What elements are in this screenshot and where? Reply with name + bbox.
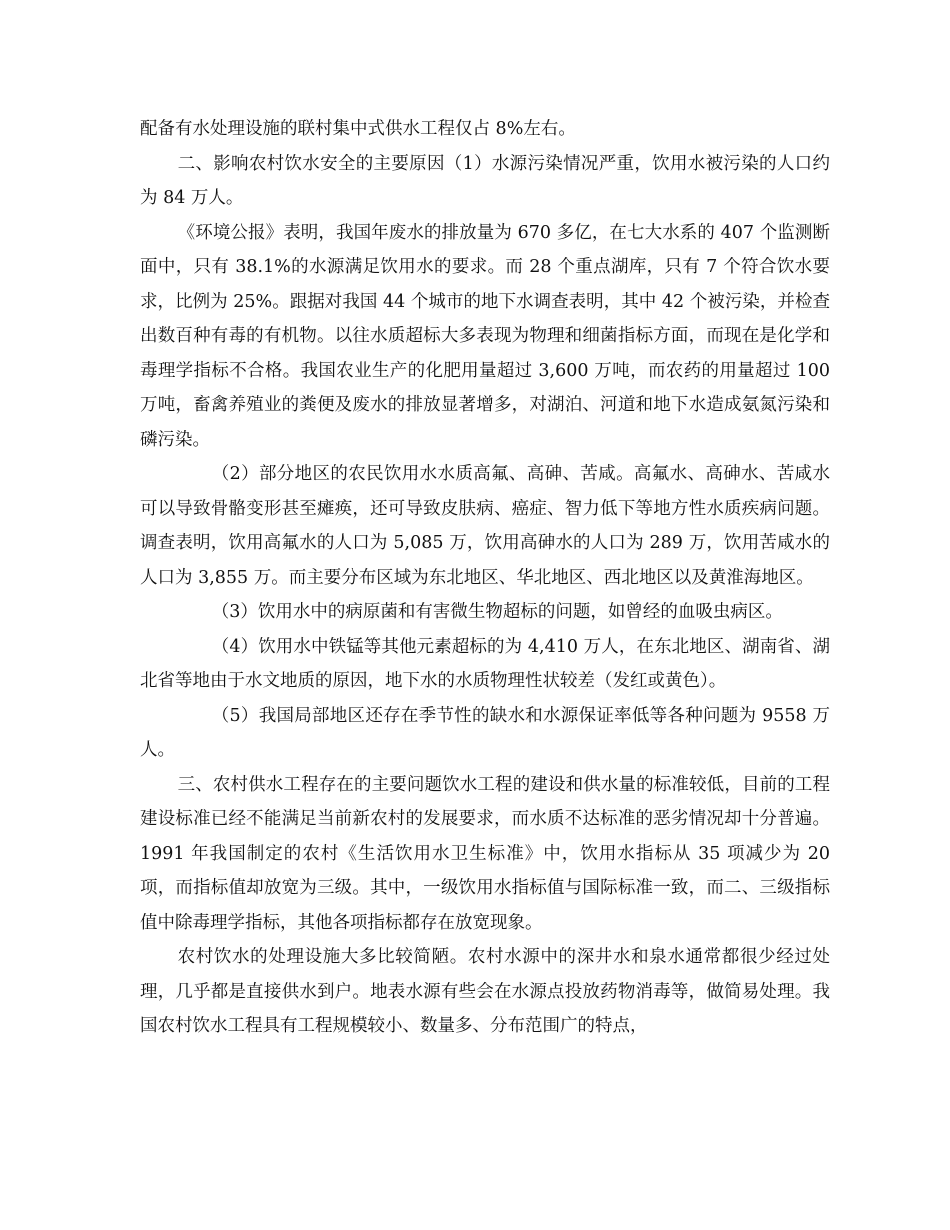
- paragraph-item-2: （2）部分地区的农民饮用水水质高氟、高砷、苦咸。高氟水、高砷水、苦咸水可以导致骨骼变形甚至瘫痪，还可导致皮肤病、癌症、智力低下等地方性水质疾病问题。调查表明，饮用高氟水的人口为 5,085 万，饮用高砷水的人口为 289 万，饮用苦咸水的人口为 3,855 万。而主要分布区域为东北地区、华北地区、西北地区以及黄淮海地区。: [140, 464, 830, 588]
- paragraph-section-two-heading: 二、影响农村饮水安全的主要原因（1）水源污染情况严重，饮用水被污染的人口约为 84 万人。: [140, 153, 830, 208]
- paragraph-item-4: （4）饮用水中铁锰等其他元素超标的为 4,410 万人，在东北地区、湖南省、湖北省等地由于水文地质的原因，地下水的水质物理性状较差（发红或黄色）。: [140, 636, 830, 691]
- paragraph-item-3: （3）饮用水中的病原菌和有害微生物超标的问题，如曾经的血吸虫病区。: [211, 602, 783, 622]
- paragraph-treatment-facilities: 农村饮水的处理设施大多比较简陋。农村水源中的深井水和泉水通常都很少经过处理，几乎都是直接供水到户。地表水源有些会在水源点投放药物消毒等，做简易处理。我国农村饮水工程具有工程规模较小、数量多、分布范围广的特点，: [140, 947, 830, 1036]
- paragraph-environment-bulletin: 《环境公报》表明，我国年废水的排放量为 670 多亿，在七大水系的 407 个监测断面中，只有 38.1%的水源满足饮用水的要求。而 28 个重点湖库，只有 7 个符合饮水要求，比例为 25%。跟据对我国 44 个城市的地下水调查表明，其中 42 个被污染，并检查出数百种有毒的有机物。以往水质超标大多表现为物理和细菌指标方面，而现在是化学和毒理学指标不合格。我国农业生产的化肥用量超过 3,600 万吨，而农药的用量超过 100 万吨，畜禽养殖业的粪便及废水的排放显著增多，对湖泊、河道和地下水造成氨氮污染和磷污染。: [140, 222, 830, 450]
- document-body: [140, 112, 830, 1044]
- paragraph-continuation: 配备有水处理设施的联村集中式供水工程仅占 8%左右。: [140, 119, 576, 139]
- paragraph-item-5: （5）我国局部地区还存在季节性的缺水和水源保证率低等各种问题为 9558 万人。: [140, 705, 830, 760]
- paragraph-section-three-heading: 三、农村供水工程存在的主要问题饮水工程的建设和供水量的标准较低，目前的工程建设标准已经不能满足当前新农村的发展要求，而水质不达标准的恶劣情况却十分普遍。1991 年我国制定的农村《生活饮用水卫生标准》中，饮用水指标从 35 项减少为 20 项，而指标值却放宽为三级。其中，一级饮用水指标值与国际标准一致，而二、三级指标值中除毒理学指标，其他各项指标都存在放宽现象。: [140, 774, 830, 933]
